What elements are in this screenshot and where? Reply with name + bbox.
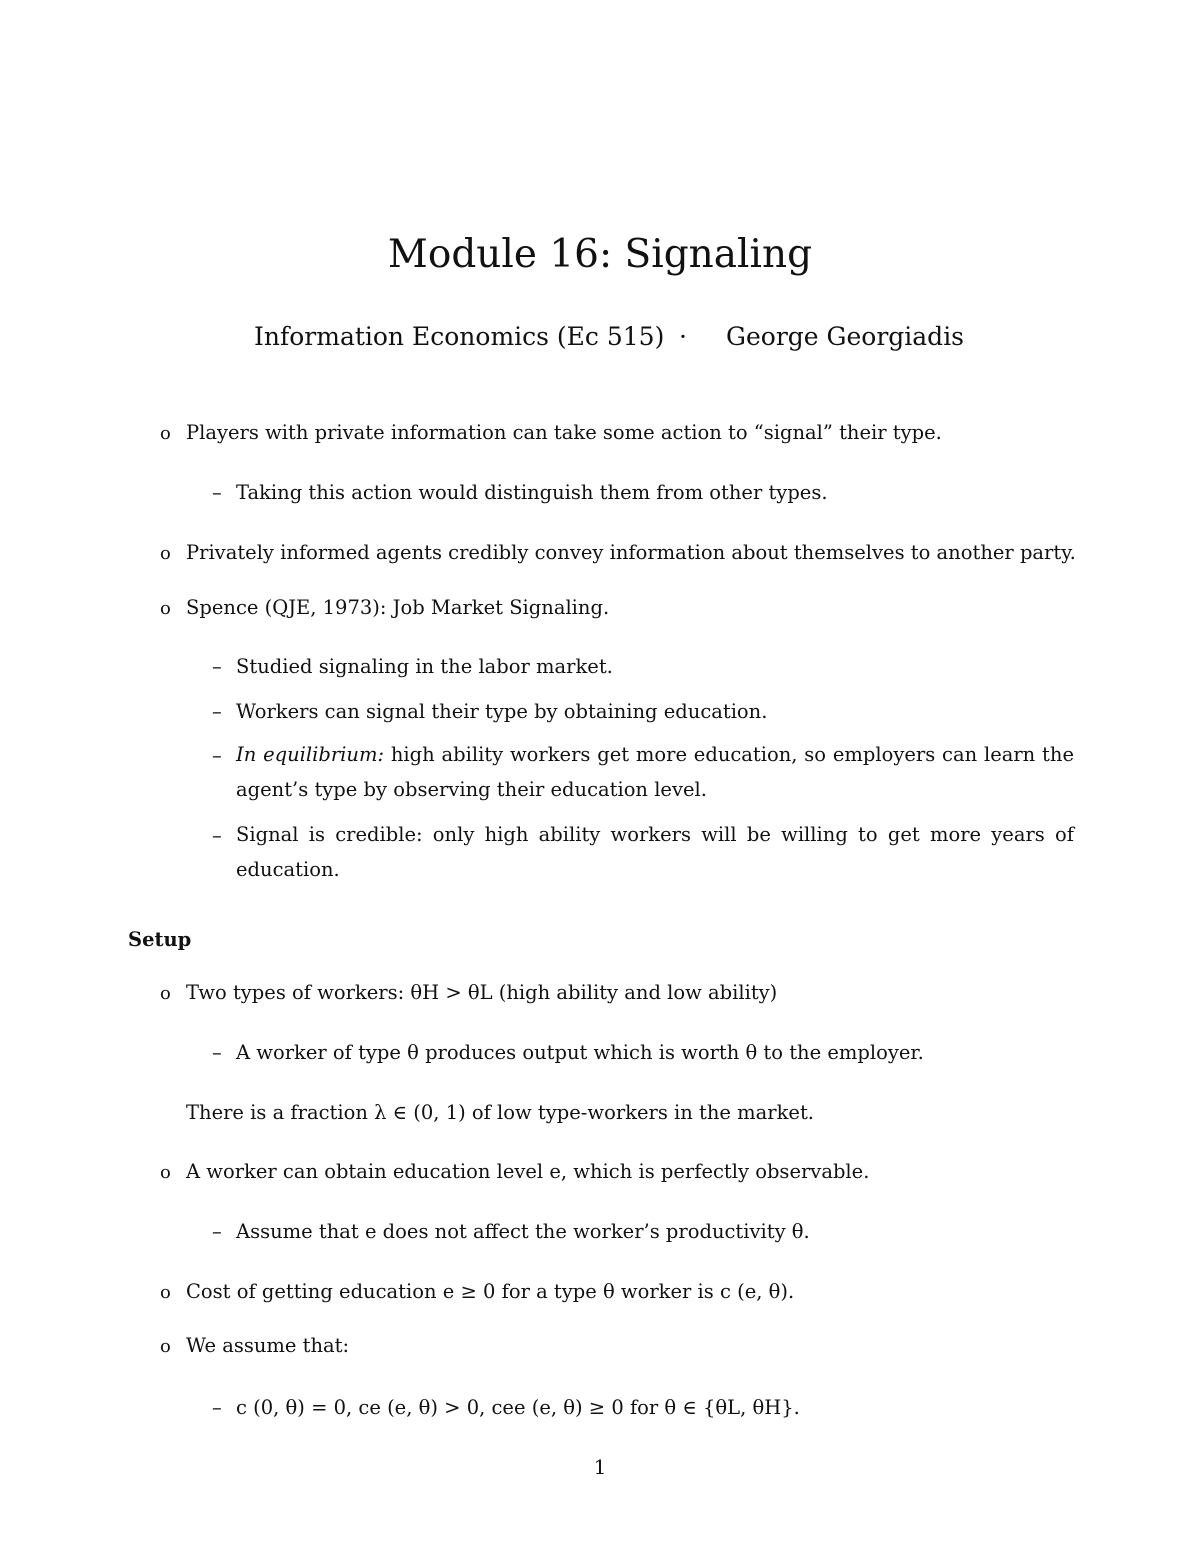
bullet-marker: o — [160, 1162, 171, 1183]
setup-bullet-1: Two types of workers: θH > θL (high ability and low ability) — [186, 981, 778, 1004]
setup-bullet-3: Cost of getting education e ≥ 0 for a type θ worker is c (e, θ). — [186, 1280, 795, 1303]
intro-bullet-3-sub-2: Workers can signal their type by obtaining education. — [236, 700, 768, 723]
equilibrium-text: high ability workers get more education, so employers can learn the agent’s type by observing their education level. — [236, 743, 1074, 801]
page-title: Module 16: Signaling — [387, 232, 813, 277]
author-name: George Georgiadis — [726, 322, 965, 351]
dash-marker: – — [212, 655, 222, 678]
bullet-marker: o — [160, 598, 171, 619]
setup-bullet-4: We assume that: — [186, 1334, 350, 1357]
intro-bullet-3: Spence (QJE, 1973): Job Market Signaling. — [186, 596, 610, 619]
dash-marker: – — [212, 824, 222, 847]
setup-bullet-2-sub: Assume that e does not affect the worker’s productivity θ. — [236, 1220, 810, 1243]
setup-fraction-text: There is a fraction λ ∈ (0, 1) of low type-workers in the market. — [186, 1101, 814, 1124]
dash-marker: – — [212, 1220, 222, 1243]
dash-marker: – — [212, 481, 222, 504]
subtitle-separator: · — [679, 322, 687, 351]
intro-bullet-2: Privately informed agents credibly convey information about themselves to another party. — [186, 541, 1076, 564]
setup-bullet-4-sub: c (0, θ) = 0, ce (e, θ) > 0, cee (e, θ) ≥ 0 for θ ∈ {θL, θH}. — [236, 1396, 800, 1419]
setup-bullet-1-sub: A worker of type θ produces output which is worth θ to the employer. — [236, 1041, 924, 1064]
intro-bullet-3-sub-4: Signal is credible: only high ability workers will be willing to get more years of education. — [236, 823, 1074, 881]
dash-marker: – — [212, 1041, 222, 1064]
intro-bullet-1-sub: Taking this action would distinguish them from other types. — [236, 481, 828, 504]
intro-bullet-3-sub-3 — [236, 737, 1074, 807]
bullet-marker: o — [160, 1336, 171, 1357]
bullet-marker: o — [160, 983, 171, 1004]
course-name: Information Economics (Ec 515) — [254, 322, 665, 351]
emphasis-text: In equilibrium: — [236, 743, 385, 766]
dash-marker: – — [212, 700, 222, 723]
page-number: 1 — [593, 1455, 607, 1479]
dash-marker: – — [212, 744, 222, 767]
bullet-marker: o — [160, 1282, 171, 1303]
dash-marker: – — [212, 1396, 222, 1419]
bullet-marker: o — [160, 423, 171, 444]
setup-bullet-2: A worker can obtain education level e, which is perfectly observable. — [186, 1160, 870, 1183]
section-heading-setup: Setup — [128, 928, 192, 951]
bullet-marker: o — [160, 543, 171, 564]
intro-bullet-1: Players with private information can take some action to “signal” their type. — [186, 421, 942, 444]
intro-bullet-3-sub-1: Studied signaling in the labor market. — [236, 655, 613, 678]
